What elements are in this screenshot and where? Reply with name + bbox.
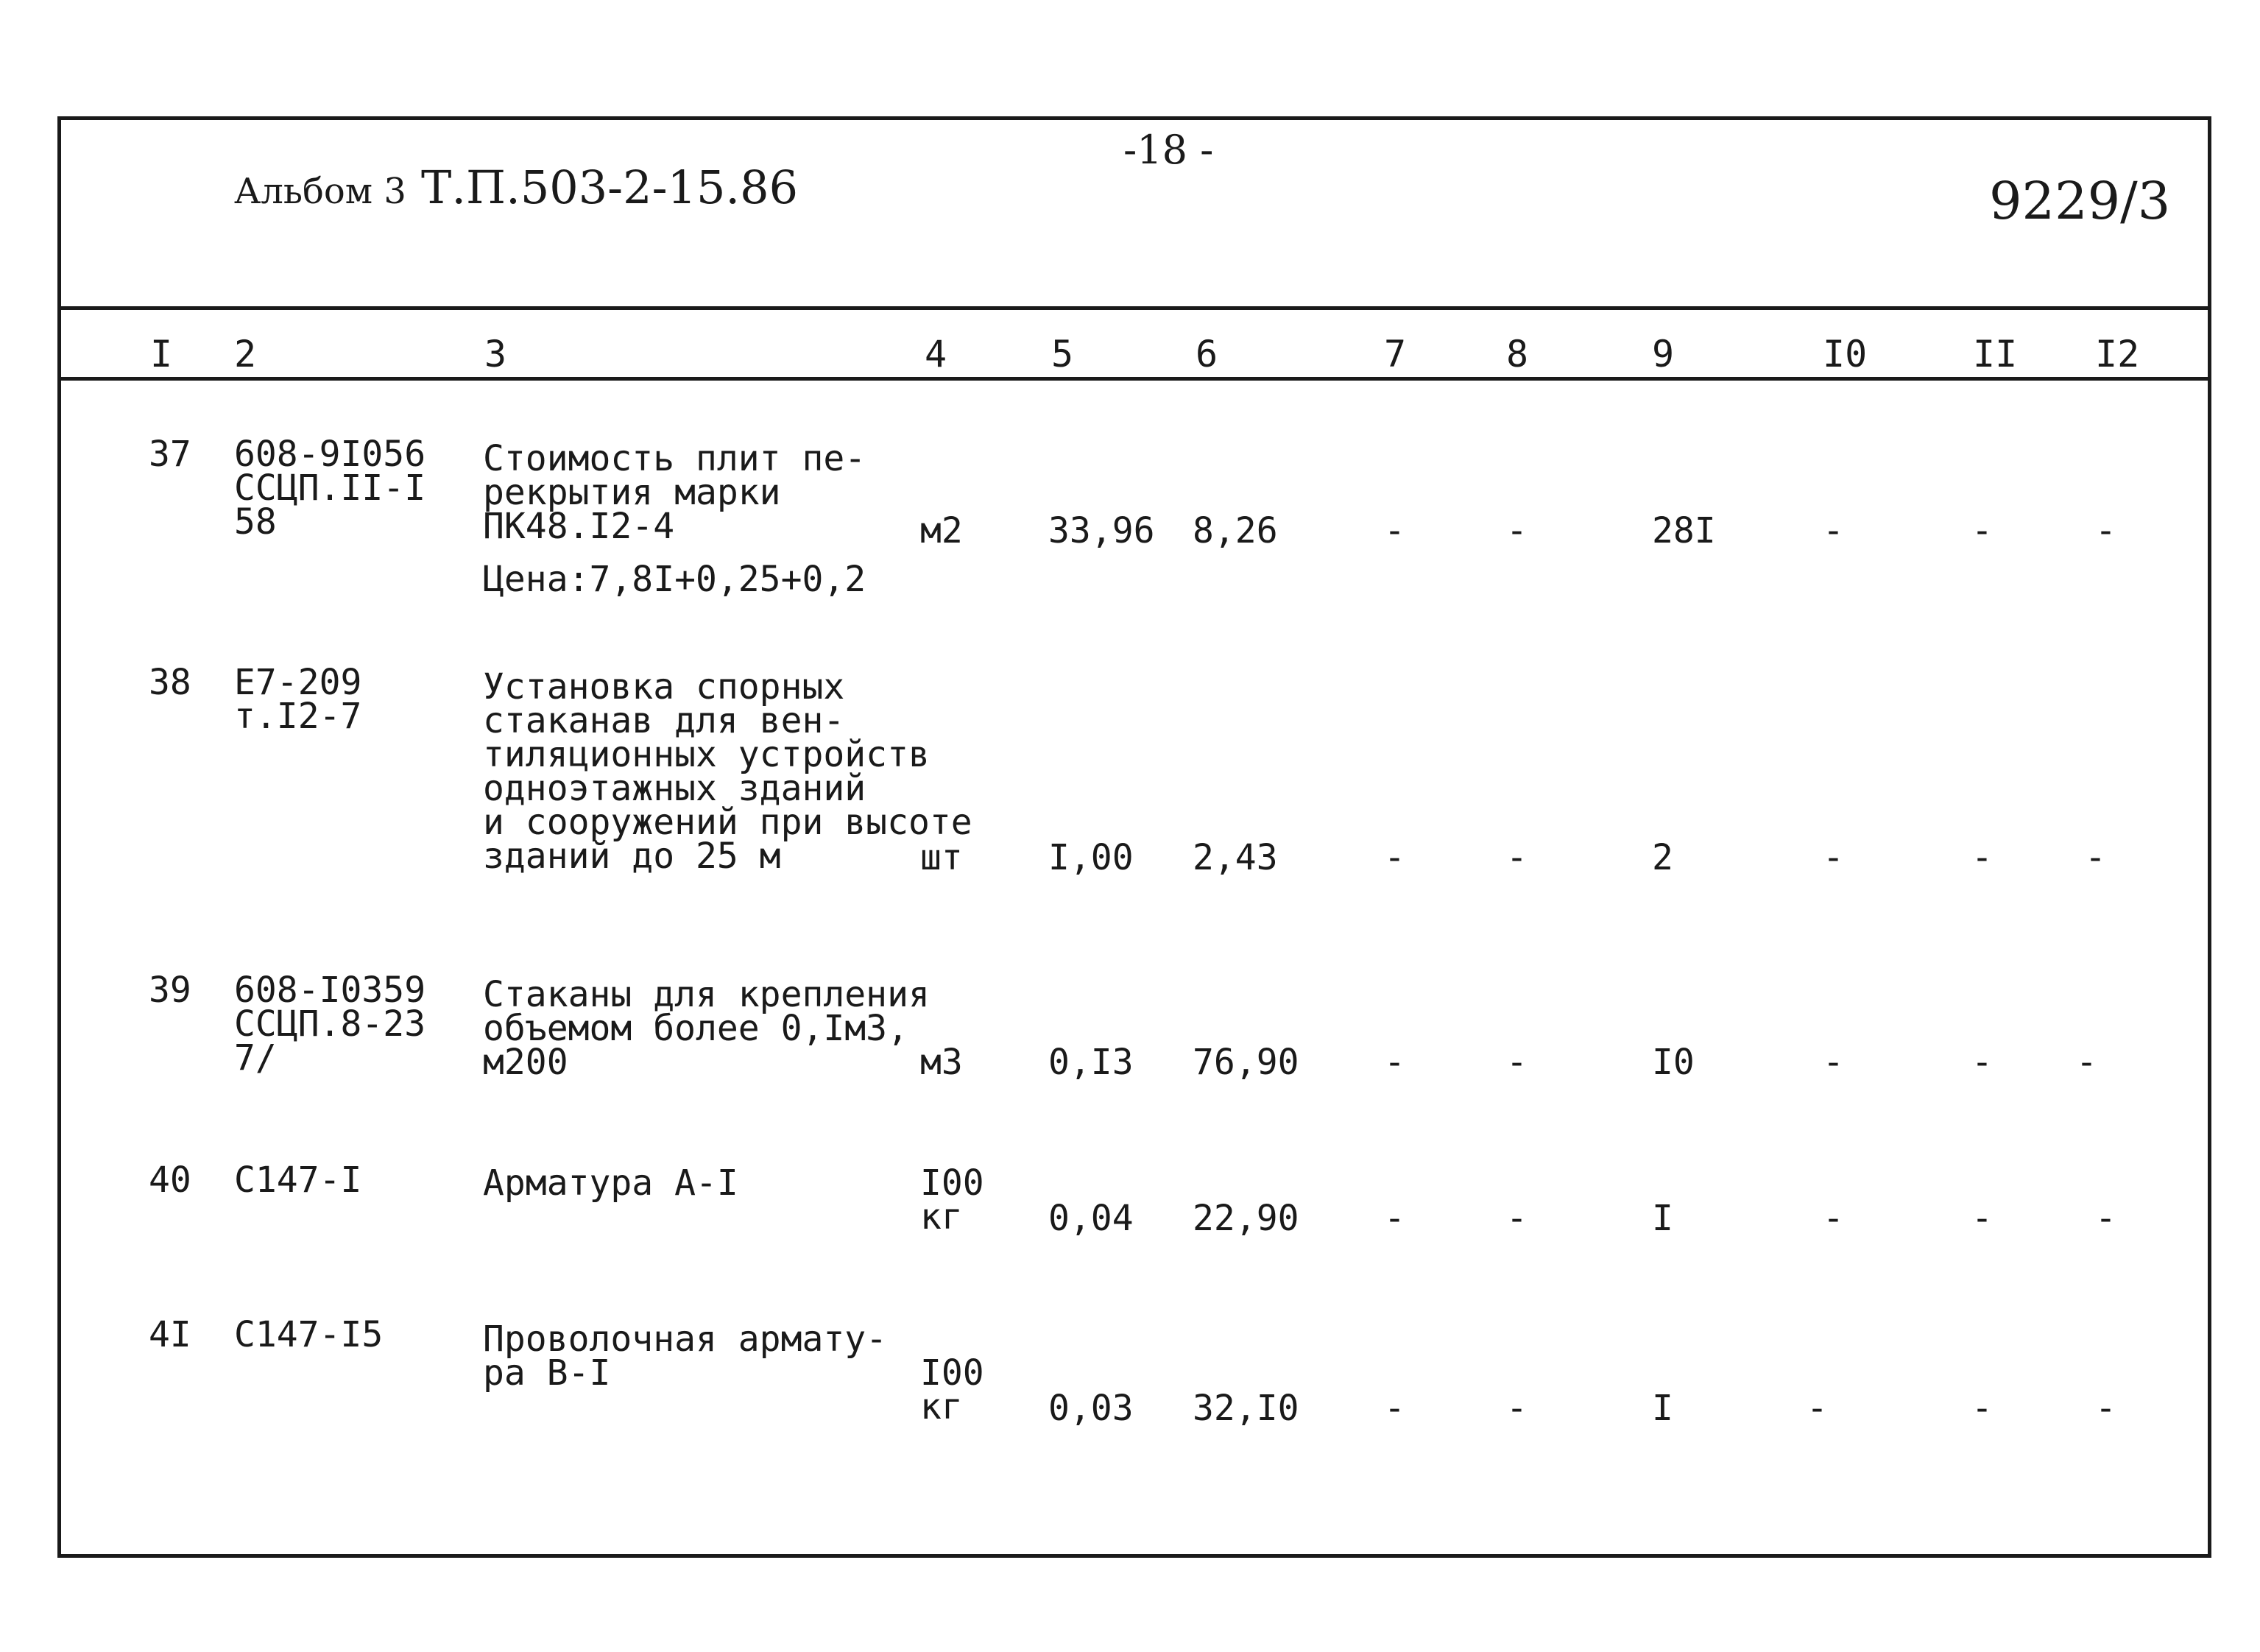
- table-row-unit: м2: [920, 510, 963, 551]
- table-row-c7: -: [1384, 510, 1405, 551]
- table-row-unit: м3: [920, 1042, 963, 1083]
- table-row-no: 4I: [149, 1314, 191, 1355]
- unit-line: кг: [920, 1386, 963, 1427]
- table-row-c10: -: [1823, 837, 1844, 878]
- table-row-c11: -: [1971, 1388, 1993, 1429]
- code-line: Е7-209: [234, 662, 362, 703]
- table-row-c12: -: [2095, 1198, 2116, 1239]
- col-header-4: 4: [925, 333, 947, 375]
- table-row-description: [483, 438, 866, 547]
- code-line: ССЦП.II-I: [234, 467, 426, 509]
- desc-line: ра В-I: [483, 1352, 611, 1394]
- table-row-code: [234, 1159, 362, 1201]
- unit-line: I00: [920, 1162, 984, 1204]
- table-row-c9: I: [1652, 1388, 1673, 1429]
- table-row-c12: -: [2085, 837, 2106, 878]
- col-header-9: 9: [1652, 333, 1675, 375]
- desc-line: и сооружений при высоте: [483, 802, 972, 843]
- col-header-5: 5: [1051, 333, 1074, 375]
- table-row-c9: 2: [1652, 837, 1673, 878]
- desc-line: объемом более 0,Iм3,: [483, 1008, 908, 1049]
- unit-line: I00: [920, 1352, 984, 1394]
- table-row-c9: I: [1652, 1198, 1673, 1239]
- table-row-cost: 32,I0: [1193, 1388, 1299, 1429]
- col-header-10: I0: [1823, 333, 1868, 375]
- table-row-c11: -: [1971, 1042, 1993, 1083]
- table-row-description: [483, 1162, 738, 1204]
- table-row-cost: 76,90: [1193, 1042, 1299, 1083]
- album-label: Альбом 3: [234, 171, 406, 212]
- col-header-2: 2: [234, 333, 257, 375]
- table-row-c10: -: [1807, 1388, 1828, 1429]
- table-row-qty: 0,03: [1048, 1388, 1134, 1429]
- table-row-unit: [920, 1352, 984, 1427]
- table-row-c8: -: [1506, 1198, 1528, 1239]
- table-row-c7: -: [1384, 1042, 1405, 1083]
- table-row-cost: 22,90: [1193, 1198, 1299, 1239]
- table-row-qty: 0,I3: [1048, 1042, 1134, 1083]
- table-row-unit: [920, 1162, 984, 1238]
- table-row-c10: -: [1823, 1198, 1844, 1239]
- desc-line: м200: [483, 1042, 568, 1083]
- table-row-c8: -: [1506, 1388, 1528, 1429]
- code-line: С147-I: [234, 1159, 362, 1201]
- table-row-description: [483, 666, 972, 878]
- table-row-unit: шт: [920, 837, 963, 878]
- table-row-c12: -: [2076, 1042, 2097, 1083]
- unit-line: кг: [920, 1196, 963, 1238]
- code-line: 58: [234, 501, 277, 543]
- table-row-c10: -: [1823, 510, 1844, 551]
- col-header-1: I: [150, 333, 173, 375]
- col-header-11: II: [1973, 333, 2018, 375]
- table-row-c7: -: [1384, 837, 1405, 878]
- table-row-no: 40: [149, 1159, 191, 1201]
- desc-line: Проволочная армату-: [483, 1319, 888, 1360]
- table-row-c8: -: [1506, 1042, 1528, 1083]
- desc-line: ПК48.I2-4: [483, 506, 675, 547]
- code-line: 7/: [234, 1037, 277, 1079]
- desc-line: стаканав для вен-: [483, 700, 845, 741]
- table-row-c11: -: [1971, 837, 1993, 878]
- col-header-3: 3: [484, 333, 507, 375]
- desc-line: рекрытия марки: [483, 472, 781, 513]
- table-row-c7: -: [1384, 1198, 1405, 1239]
- code-line: 608-I0359: [234, 970, 426, 1011]
- desc-line: Стаканы для крепления: [483, 974, 930, 1015]
- table-row-qty: 33,96: [1048, 510, 1155, 551]
- table-row-c8: -: [1506, 510, 1528, 551]
- table-row-c11: -: [1971, 510, 1993, 551]
- column-header-divider: [57, 377, 2211, 381]
- table-row-c12: -: [2095, 1388, 2116, 1429]
- col-header-7: 7: [1384, 333, 1407, 375]
- table-row-code: [234, 970, 426, 1079]
- project-code: Т.П.503-2-15.86: [421, 160, 799, 214]
- col-header-12: I2: [2095, 333, 2140, 375]
- table-row-c11: -: [1971, 1198, 1993, 1239]
- code-line: т.I2-7: [234, 696, 362, 737]
- table-row-code: [234, 1314, 384, 1355]
- table-row-code: [234, 434, 426, 543]
- col-header-8: 8: [1506, 333, 1529, 375]
- table-row-price: Цена:7,8I+0,25+0,2: [483, 559, 866, 600]
- table-row-qty: 0,04: [1048, 1198, 1134, 1239]
- table-row-no: 37: [149, 434, 191, 475]
- table-row-no: 38: [149, 662, 191, 703]
- table-row-qty: I,00: [1048, 837, 1134, 878]
- table-row-description: [483, 1319, 888, 1394]
- desc-line: Установка спорных: [483, 666, 845, 707]
- table-row-code: [234, 662, 362, 737]
- code-line: ССЦП.8-23: [234, 1003, 426, 1045]
- desc-line: тиляционных устройств: [483, 734, 930, 775]
- table-row-c9: 28I: [1652, 510, 1716, 551]
- table-row-no: 39: [149, 970, 191, 1011]
- header-divider: [57, 306, 2211, 310]
- table-row-c8: -: [1506, 837, 1528, 878]
- desc-line: Арматура А-I: [483, 1162, 738, 1204]
- desc-line: одноэтажных зданий: [483, 768, 866, 809]
- code-line: 608-9I056: [234, 434, 426, 475]
- table-row-description: [483, 974, 930, 1083]
- desc-line: Стоимость плит пе-: [483, 438, 866, 479]
- document-number: 9229/3: [1989, 171, 2171, 231]
- col-header-6: 6: [1196, 333, 1218, 375]
- table-row-c10: -: [1823, 1042, 1844, 1083]
- table-row-cost: 2,43: [1193, 837, 1278, 878]
- desc-line: зданий до 25 м: [483, 836, 781, 877]
- page-mark: -18 -: [1123, 127, 1214, 173]
- table-row-c12: -: [2095, 510, 2116, 551]
- table-row-c7: -: [1384, 1388, 1405, 1429]
- table-row-cost: 8,26: [1193, 510, 1278, 551]
- table-row-c9: I0: [1652, 1042, 1695, 1083]
- code-line: С147-I5: [234, 1314, 384, 1355]
